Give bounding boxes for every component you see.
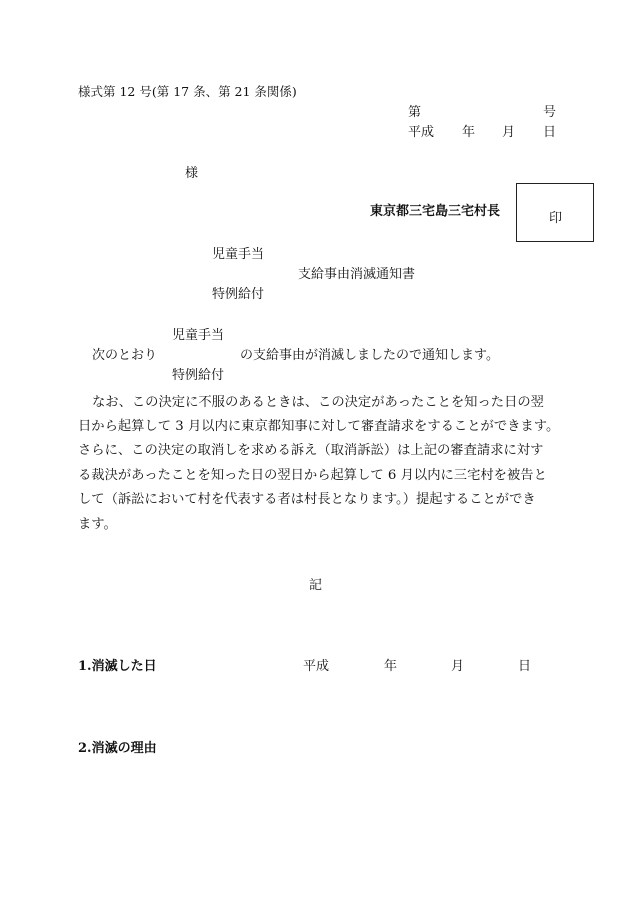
appeal-line: さらに、この決定の取消しを求める訴え（取消訴訟）は上記の審査請求に対す: [78, 443, 544, 458]
item1-era: 平成: [303, 659, 330, 674]
item1-month: 月: [451, 659, 465, 674]
issue-date-era: 平成: [408, 125, 435, 140]
doc-number-prefix: 第: [408, 105, 422, 120]
doc-number-suffix: 号: [543, 105, 557, 120]
document-title: 支給事由消滅通知書: [298, 267, 416, 282]
issuer-name: 東京都三宅島三宅村長: [370, 204, 501, 219]
record-heading: 記: [309, 578, 323, 593]
appeal-line: して（訴訟において村を代表する者は村長となります。）提起することができ: [78, 492, 536, 507]
item1-year: 年: [384, 659, 398, 674]
addressee-suffix: 様: [185, 166, 199, 181]
title-option-child-allowance: 児童手当: [212, 247, 265, 262]
appeal-line: 日から起算して 3 月以内に東京都知事に対して審査請求をすることができます。: [78, 419, 560, 434]
appeal-line: ます。: [78, 517, 117, 532]
notice-option-child-allowance: 児童手当: [172, 328, 225, 343]
item2-label: 2.消滅の理由: [78, 741, 157, 756]
form-header: 様式第 12 号(第 17 条、第 21 条関係): [78, 84, 297, 99]
notice-text: の支給事由が消滅しましたので通知します。: [240, 348, 499, 363]
issue-date-year: 年: [462, 125, 476, 140]
appeal-line: なお、この決定に不服のあるときは、この決定があったことを知った日の翌: [92, 395, 544, 410]
issue-date-day: 日: [543, 125, 557, 140]
seal-label: 印: [549, 211, 563, 226]
issue-date-month: 月: [502, 125, 516, 140]
title-option-special-benefit: 特例給付: [212, 287, 265, 302]
appeal-line: る裁決があったことを知った日の翌日から起算して 6 月以内に三宅村を被告と: [78, 468, 547, 483]
notice-lead: 次のとおり: [92, 348, 158, 363]
item1-day: 日: [518, 659, 532, 674]
notice-option-special-benefit: 特例給付: [172, 368, 225, 383]
seal-box: [516, 183, 594, 242]
item1-label: 1.消滅した日: [78, 659, 157, 674]
